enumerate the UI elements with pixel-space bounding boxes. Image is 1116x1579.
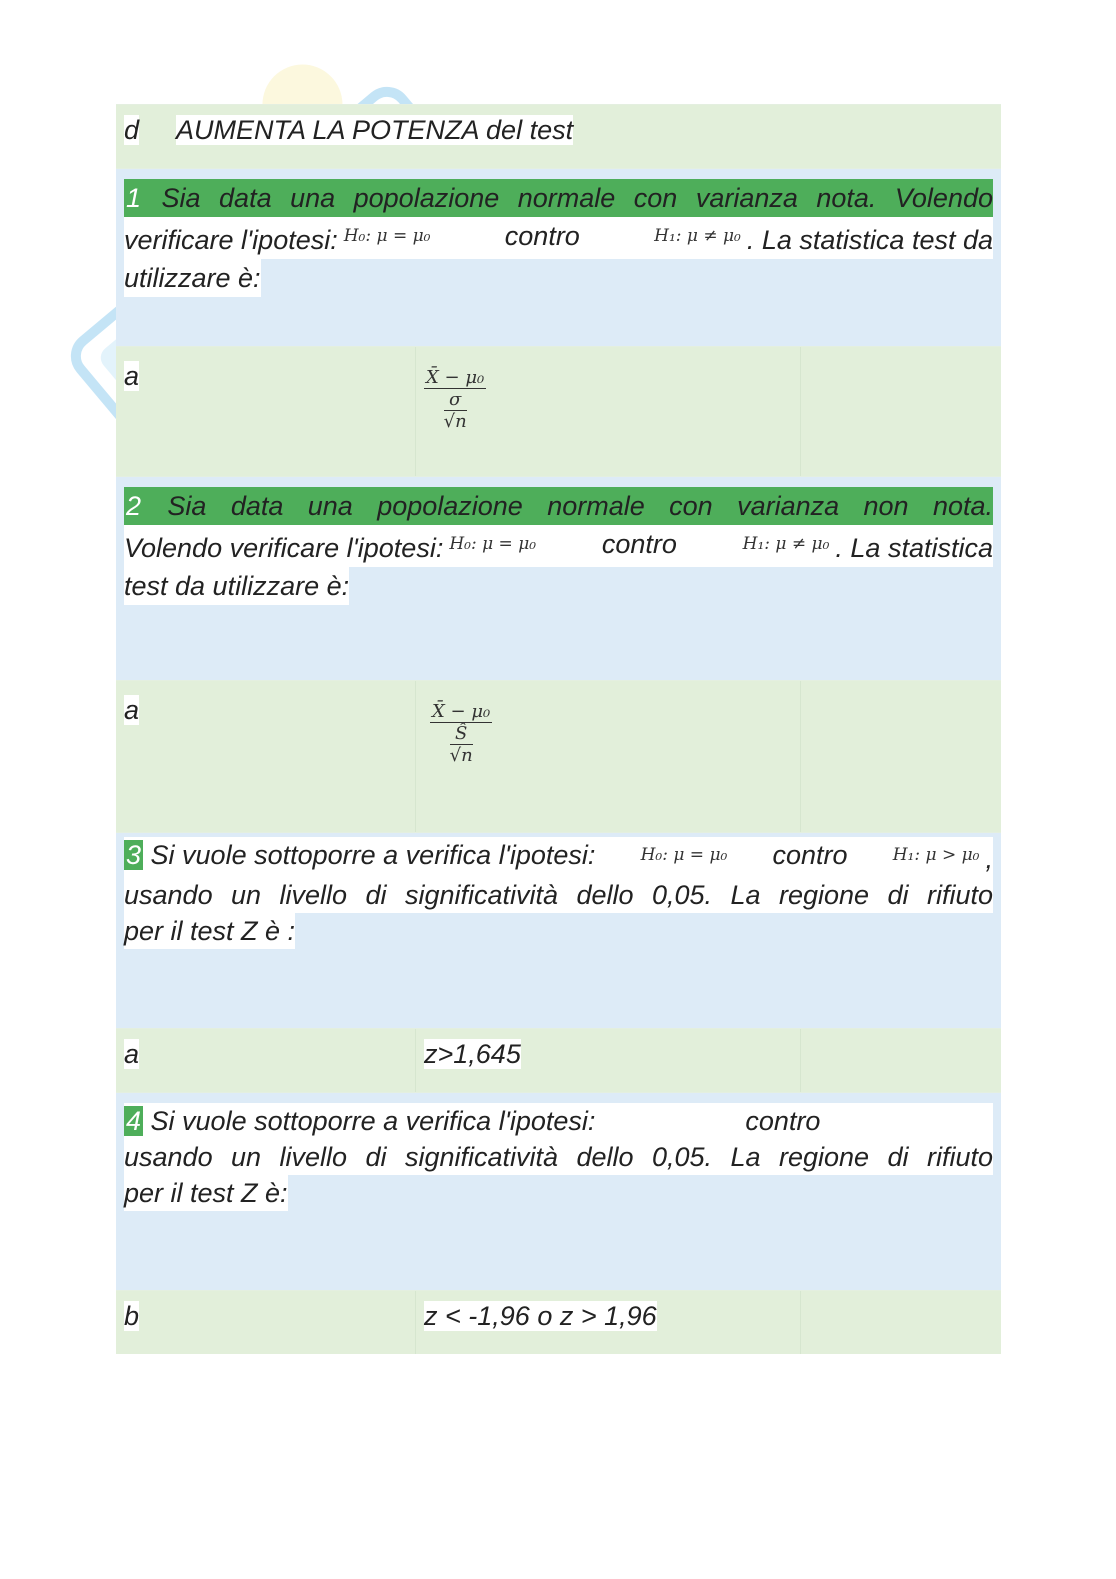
fraction <box>430 701 492 766</box>
answer-letter <box>116 1291 416 1354</box>
q4-contro: contro <box>745 1106 821 1136</box>
h1-formula: H₁: μ > μ₀ <box>892 845 980 865</box>
question-2-line-2 <box>124 525 993 567</box>
question-3-line-3: per il test Z è : <box>124 913 295 949</box>
q4-text-a: Si vuole sottoporre a verifica l'ipotesi: <box>143 1106 596 1136</box>
q2-contro: contro <box>601 529 677 559</box>
answer-formula <box>416 681 801 832</box>
q1-contro: contro <box>504 221 580 251</box>
question-4-line-3: per il test Z è: <box>124 1175 288 1211</box>
fraction-denominator <box>450 723 473 766</box>
fraction-sigma: σ <box>444 389 467 411</box>
answer-letter-text: a <box>124 361 140 391</box>
q1-text-a: verificare l'ipotesi: <box>124 225 338 255</box>
question-3-line-2: usando un livello di significatività dello 0,05. La regione di rifiuto <box>124 877 993 913</box>
answer-row-1 <box>116 346 1001 476</box>
answer-letter-text: d <box>124 115 140 145</box>
question-2-line-1-text: Sia data una popolazione normale con varianza non nota. <box>143 491 993 521</box>
answer-formula <box>416 347 801 476</box>
answer-letter-text: a <box>124 695 140 725</box>
question-number: 4 <box>126 1106 142 1136</box>
question-2-line-1 <box>124 487 993 525</box>
answer-letter <box>116 105 176 168</box>
h1-formula: H₁: μ ≠ μ₀ <box>742 534 830 554</box>
empty-cell <box>801 347 1001 476</box>
question-4-line-2: usando un livello di significatività dello 0,05. La regione di rifiuto <box>124 1139 993 1175</box>
answer-letter-text: b <box>124 1301 140 1331</box>
h0-formula: H₀: μ = μ₀ <box>640 845 728 865</box>
q3-contro: contro <box>772 840 848 870</box>
q3-text-a: Si vuole sottoporre a verifica l'ipotesi: <box>143 840 596 870</box>
q1-text-b: . La statistica test da <box>746 225 993 255</box>
question-1-line-1 <box>124 179 993 217</box>
answer-row-2 <box>116 680 1001 832</box>
answer-text: AUMENTA LA POTENZA del test <box>176 115 574 145</box>
fraction-sqrt-n: √n <box>449 745 473 766</box>
question-4-line-1 <box>124 1103 993 1139</box>
question-1 <box>116 168 1001 346</box>
fraction <box>424 367 486 432</box>
answer-value <box>416 1029 801 1092</box>
h0-formula: H₀: μ = μ₀ <box>343 226 431 246</box>
answer-value <box>416 1291 801 1354</box>
question-1-line-1-text: Sia data una popolazione normale con varianza nota. Volendo <box>143 183 993 213</box>
fraction-numerator: X̄ − μ₀ <box>432 701 491 722</box>
question-1-line-2 <box>124 217 993 259</box>
quiz-table <box>116 104 1001 1354</box>
empty-cell <box>801 1029 1001 1092</box>
answer-row-4 <box>116 1290 1001 1354</box>
empty-cell <box>801 681 1001 832</box>
h0-formula: H₀: μ = μ₀ <box>449 534 537 554</box>
q2-text-a: Volendo verificare l'ipotesi: <box>124 533 444 563</box>
fraction-numerator: X̄ − μ₀ <box>426 367 485 388</box>
question-3-line-1 <box>124 837 993 877</box>
question-number: 3 <box>126 840 142 870</box>
question-1-line-3: utilizzare è: <box>124 259 261 297</box>
q3-comma: , <box>985 844 993 874</box>
h1-formula: H₁: μ ≠ μ₀ <box>654 226 741 246</box>
question-2 <box>116 476 1001 680</box>
answer-value-text: z < -1,96 o z > 1,96 <box>424 1301 657 1331</box>
question-number: 2 <box>126 491 142 521</box>
question-4 <box>116 1092 1001 1290</box>
answer-row-header <box>116 104 1001 168</box>
fraction-s-hat: Ŝ <box>450 723 473 745</box>
answer-row-3 <box>116 1028 1001 1092</box>
question-number: 1 <box>126 183 142 213</box>
answer-letter <box>116 347 416 476</box>
empty-cell <box>801 1291 1001 1354</box>
fraction-sqrt-n: √n <box>443 411 467 432</box>
answer-letter-text: a <box>124 1039 140 1069</box>
answer-value-text: z>1,645 <box>424 1039 521 1069</box>
q2-text-b: . La statistica <box>835 533 993 563</box>
answer-text-cell <box>176 105 573 168</box>
fraction-denominator <box>444 389 467 432</box>
answer-letter <box>116 1029 416 1092</box>
question-3 <box>116 832 1001 1028</box>
question-2-line-3: test da utilizzare è: <box>124 567 349 605</box>
answer-letter <box>116 681 416 832</box>
